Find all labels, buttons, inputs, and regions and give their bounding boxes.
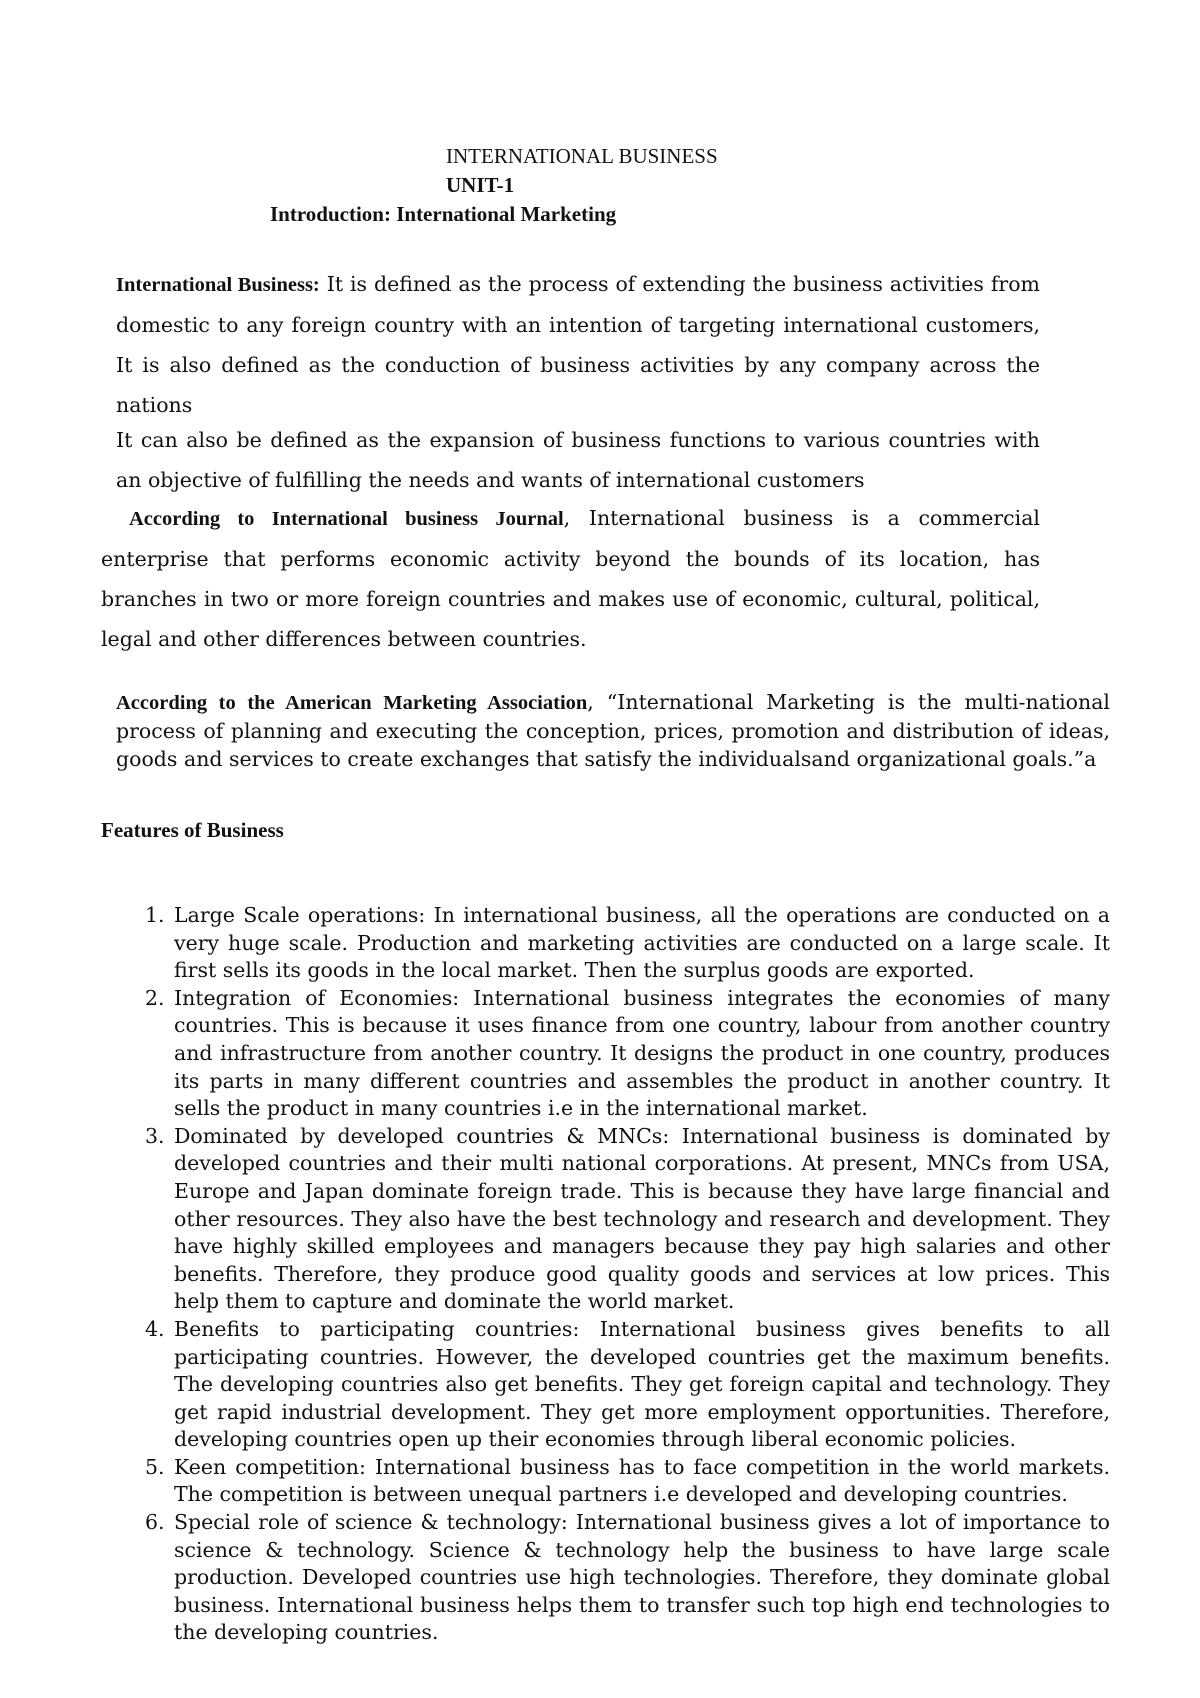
list-item-number: 1.: [145, 903, 165, 927]
list-item: [0, 1316, 1110, 1454]
list-item: [0, 1454, 1110, 1509]
list-item-text: Special role of science & technology: International business gives a lot of importance to science & technology. Science & technology help the business to have large scale production. Developed countries use high technologies. Therefore, they dominate global business. International business helps them to transfer such top high end technologies to the developing countries.: [174, 1510, 1110, 1645]
ama-paragraph: [116, 688, 1110, 773]
list-item-number: 3.: [145, 1123, 165, 1148]
list-item-text: Integration of Economies: International business integrates the economies of many countries. This is because it uses finance from one country, labour from another country and infrastructure from another country. It designs the product in one country, produces its parts in many different countries and assembles the product in another country. It sells the product in many countries i.e in the international market.: [174, 985, 1110, 1121]
definition-paragraph: [116, 264, 1040, 425]
list-item-text: Keen competition: International business has to face competition in the world markets. The competition is between unequal partners i.e developed and developing countries.: [174, 1454, 1110, 1507]
list-item-number: 4.: [145, 1316, 165, 1341]
unit-label: UNIT-1: [446, 173, 515, 197]
definition-text: It is defined as the process of extending the business activities from domestic to any foreign country with an intention of targeting international customers, It is also defined as the conduction of business activities by any company across the nations: [116, 272, 1040, 417]
definition2-text: It can also be defined as the expansion of business functions to various countries with an objective of fulfilling the needs and wants of international customers: [116, 428, 1040, 492]
ama-text: , “International Marketing is the multi-national process of planning and executing the conception, prices, promotion and distribution of ideas, goods and services to create exchanges that satisfy the individualsand organizational goals.”a: [116, 690, 1110, 771]
definition2-paragraph: [116, 420, 1040, 500]
definition-term: International Business:: [116, 274, 320, 296]
list-item-text: Large Scale operations: In international business, all the operations are conducted on a very huge scale. Production and marketing activities are conducted on a large scale. It first sells its goods in the local market. Then the surplus goods are exported.: [174, 903, 1110, 983]
list-item: [0, 1509, 1110, 1647]
ama-term: According to the American Marketing Association: [116, 692, 588, 714]
list-item: [0, 1123, 1110, 1316]
list-item-number: 2.: [145, 985, 165, 1010]
list-item: [0, 902, 1110, 985]
list-item-number: 5.: [145, 1454, 165, 1479]
list-item: [0, 985, 1110, 1123]
document-title: INTERNATIONAL BUSINESS: [446, 144, 718, 168]
features-heading: Features of Business: [101, 818, 284, 842]
list-item-number: 6.: [145, 1510, 165, 1535]
list-item-text: Dominated by developed countries & MNCs: International business is dominated by developed countries and their multi national corporations. At present, MNCs from USA, Europe and Japan dominate foreign trade. This is because they have large financial and other resources. They also have the best technology and research and development. They have highly skilled employees and managers because they pay high salaries and other benefits. Therefore, they produce good quality goods and services at low prices. This help them to capture and dominate the world market.: [174, 1123, 1110, 1314]
features-list: [0, 902, 1110, 1647]
journal-text: , International business is a commercial enterprise that performs economic activity beyond the bounds of its location, has branches in two or more foreign countries and makes use of economic, cultural, political, legal and other differences between countries.: [101, 506, 1040, 651]
journal-term: According to International business Journal: [129, 508, 564, 530]
section-subtitle: Introduction: International Marketing: [270, 202, 617, 226]
list-item-text: Benefits to participating countries: International business gives benefits to all participating countries. However, the developed countries get the maximum benefits. The developing countries also get benefits. They get foreign capital and technology. They get rapid industrial development. They get more employment opportunities. Therefore, developing countries open up their economies through liberal economic policies.: [174, 1316, 1110, 1452]
journal-paragraph: [101, 498, 1040, 659]
